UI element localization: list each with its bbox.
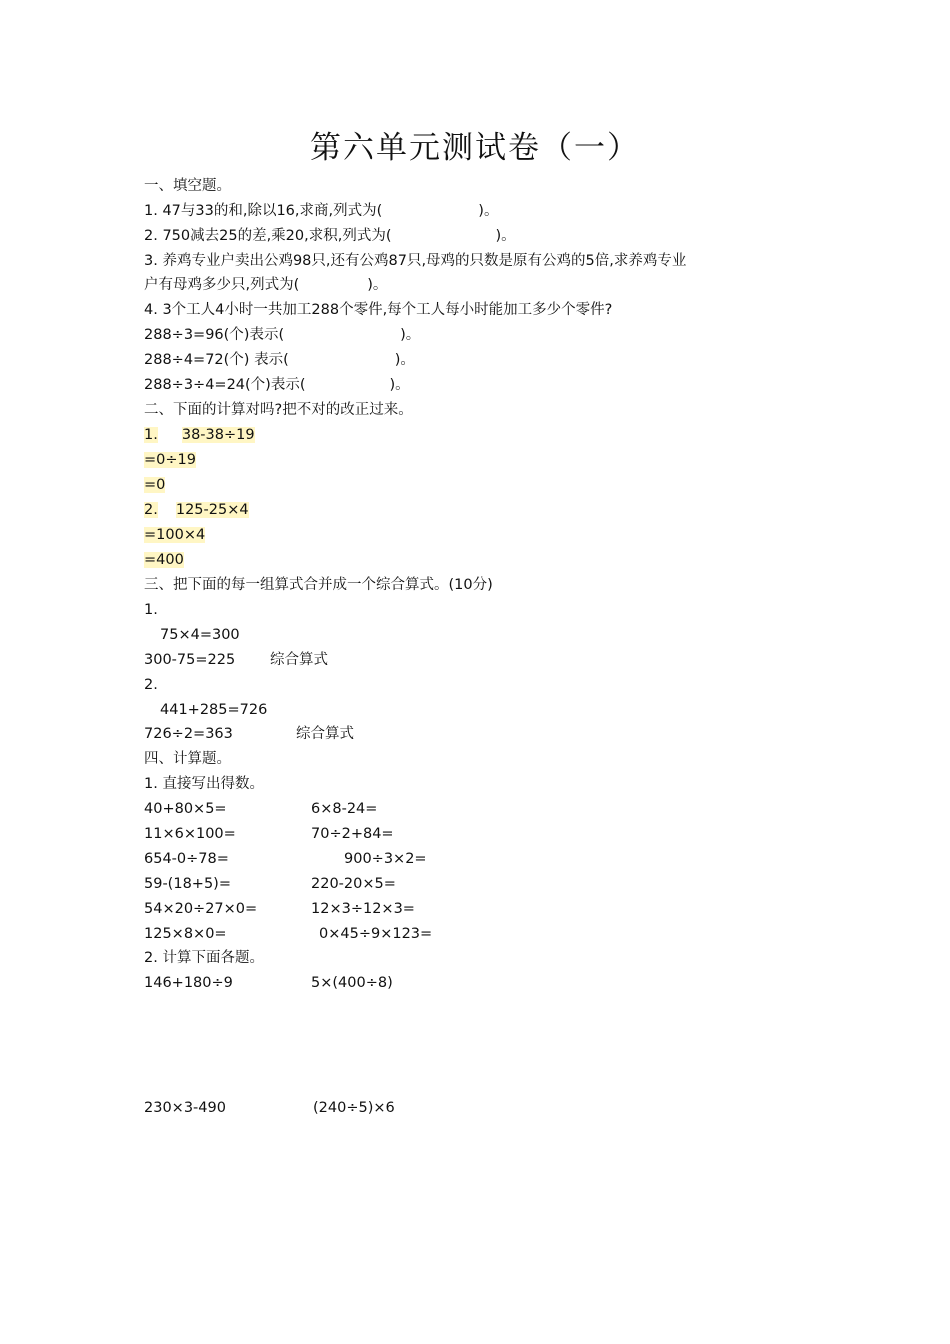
- question-4-row-text: 288÷3=96(个)表示(: [144, 327, 285, 343]
- mental-math-left: 11×6×100=: [144, 826, 236, 842]
- question-4-row-1: [144, 325, 420, 345]
- section-3-heading: 三、把下面的每一组算式合并成一个综合算式。(10分): [144, 577, 493, 593]
- group-1-equation-2: 300-75=225: [144, 652, 236, 668]
- question-4-row-2: [144, 350, 415, 370]
- mental-math-left: 59-(18+5)=: [144, 876, 231, 892]
- group-1-equation-1: 75×4=300: [160, 627, 240, 643]
- mental-math-left: 125×8×0=: [144, 926, 227, 942]
- blank-close: )。: [400, 327, 421, 343]
- mental-math-left: 54×20÷27×0=: [144, 901, 258, 917]
- calc-problem-1-right: 5×(400÷8): [311, 975, 393, 991]
- section-2-heading: 二、下面的计算对吗?把不对的改正过来。: [144, 402, 413, 418]
- mental-math-left: 654-0÷78=: [144, 851, 229, 867]
- problem-1-number: 1.: [144, 427, 158, 443]
- question-1: [144, 201, 498, 221]
- mental-math-right: 900÷3×2=: [344, 851, 427, 867]
- problem-2-line-1: [144, 500, 249, 520]
- problem-2-line-2: [144, 525, 205, 545]
- problem-1-line-1: [144, 425, 255, 445]
- group-2-equation-1: 441+285=726: [160, 702, 268, 718]
- page-title: 第六单元测试卷（一）: [310, 130, 640, 166]
- question-3-line-1: 3. 养鸡专业户卖出公鸡98只,还有公鸡87只,母鸡的只数是原有公鸡的5倍,求养鸡专业: [144, 253, 687, 269]
- section-4-heading: 四、计算题。: [144, 751, 231, 767]
- problem-1-line-2: [144, 450, 196, 470]
- section-1-heading: 一、填空题。: [144, 178, 231, 194]
- question-1-text: 1. 47与33的和,除以16,求商,列式为(: [144, 203, 383, 219]
- problem-1-line-3: [144, 475, 165, 495]
- mental-math-right: 70÷2+84=: [311, 826, 394, 842]
- problem-2-expression: 125-25×4: [175, 502, 249, 518]
- question-2-text: 2. 750减去25的差,乘20,求积,列式为(: [144, 228, 392, 244]
- question-4-row-text: 288÷4=72(个) 表示(: [144, 352, 289, 368]
- question-2: [144, 226, 516, 246]
- question-3-line-2: [144, 275, 387, 295]
- group-2-number: 2.: [144, 677, 158, 693]
- blank-close: )。: [394, 352, 415, 368]
- blank-close: )。: [478, 203, 499, 219]
- group-2-equation-2: 726÷2=363: [144, 726, 233, 742]
- subsection-1-heading: 1. 直接写出得数。: [144, 776, 264, 792]
- problem-1-expression: 38-38÷19: [181, 427, 255, 443]
- group-1-combined-label: 综合算式: [270, 652, 328, 668]
- problem-1-step: =0÷19: [144, 452, 196, 468]
- calc-problem-1-left: 146+180÷9: [144, 975, 233, 991]
- question-3-text: 户有母鸡多少只,列式为(: [144, 277, 300, 293]
- blank-close: )。: [389, 377, 410, 393]
- group-2-combined-label: 综合算式: [296, 726, 354, 742]
- group-1-number: 1.: [144, 602, 158, 618]
- blank-close: )。: [495, 228, 516, 244]
- problem-2-number: 2.: [144, 502, 158, 518]
- question-4-row-text: 288÷3÷4=24(个)表示(: [144, 377, 306, 393]
- mental-math-right: 6×8-24=: [311, 801, 378, 817]
- mental-math-right: 12×3÷12×3=: [311, 901, 415, 917]
- mental-math-right: 220-20×5=: [311, 876, 396, 892]
- question-4: 4. 3个工人4小时一共加工288个零件,每个工人每小时能加工多少个零件?: [144, 302, 613, 318]
- blank-close: )。: [367, 277, 388, 293]
- problem-2-line-3: [144, 550, 184, 570]
- problem-1-result: =0: [144, 477, 166, 493]
- calc-problem-2-left: 230×3-490: [144, 1100, 226, 1116]
- mental-math-right: 0×45÷9×123=: [319, 926, 433, 942]
- problem-2-result: =400: [144, 552, 184, 568]
- calc-problem-2-right: (240÷5)×6: [313, 1100, 395, 1116]
- question-4-row-3: [144, 375, 410, 395]
- subsection-2-heading: 2. 计算下面各题。: [144, 950, 264, 966]
- problem-2-step: =100×4: [144, 527, 206, 543]
- mental-math-left: 40+80×5=: [144, 801, 227, 817]
